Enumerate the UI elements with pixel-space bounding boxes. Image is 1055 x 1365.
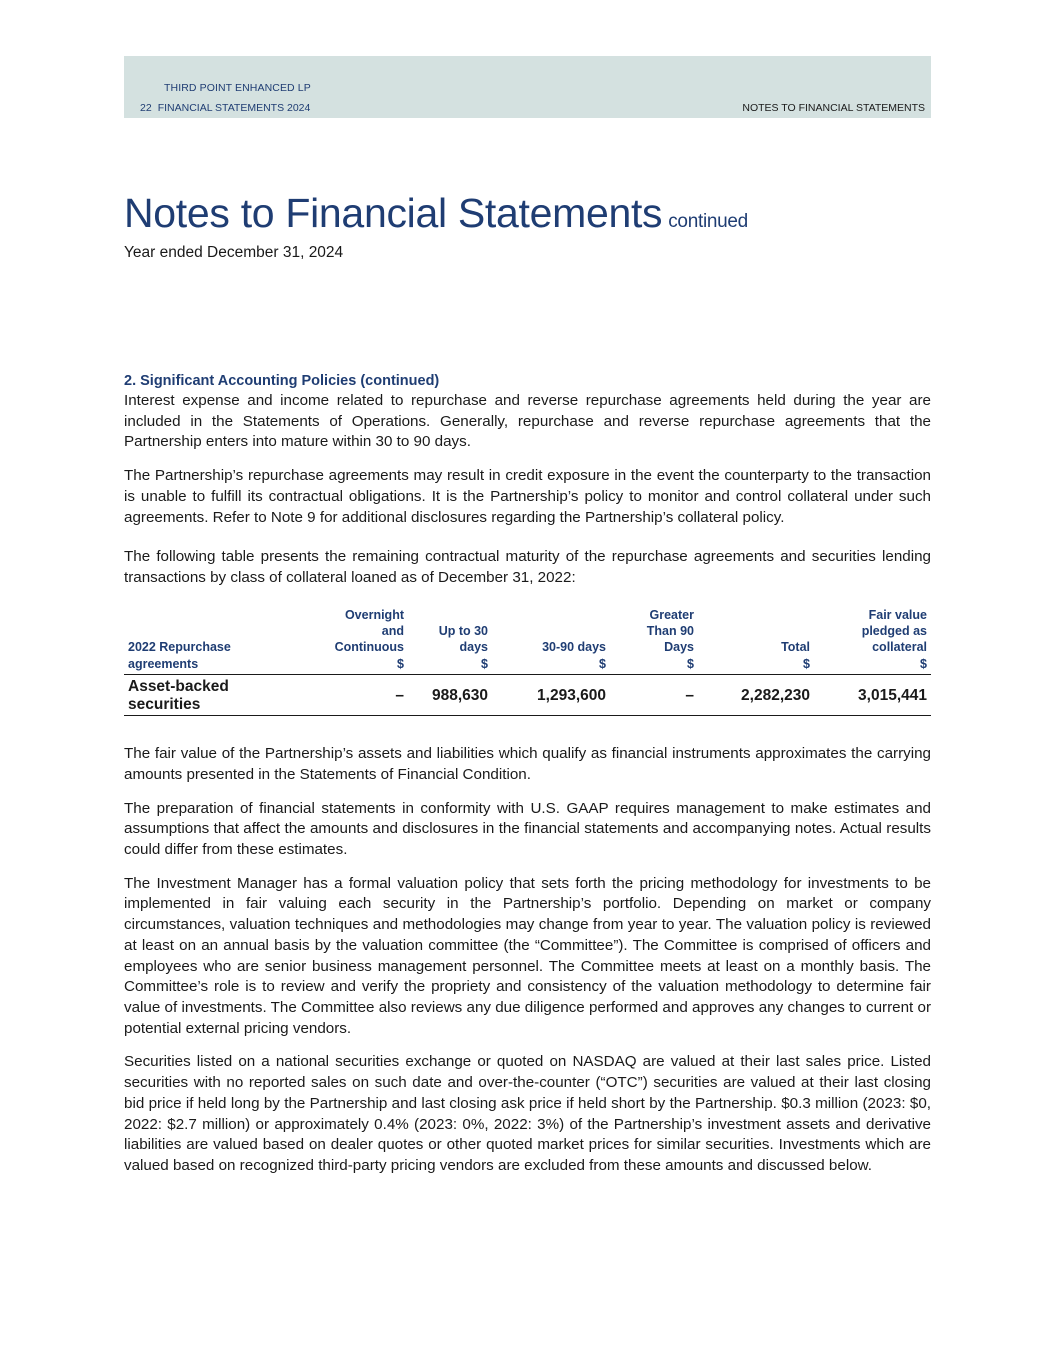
- paragraph: Interest expense and income related to repurchase and reverse repurchase agreements held during the year are included in the Statements of Operations. Generally, repurchase and reverse repurchase agreements that the Partnership enters into mature within 30 to 90 days.: [124, 392, 931, 451]
- paragraph: The Partnership’s repurchase agreements may result in credit exposure in the event the counterparty to the transaction is unable to fulfill its contractual obligations. It is the Partnership’s policy to monitor and control collateral under such agreements. Refer to Note 9 for additional disclosures regarding the Partnership’s collateral policy.: [124, 467, 931, 526]
- page-number: 22: [140, 102, 152, 114]
- column-header: 30-90 days $: [542, 640, 606, 671]
- cell-total: 2,282,230: [698, 675, 814, 716]
- page-header: [124, 56, 931, 118]
- table-row: [124, 675, 931, 716]
- column-header: Total $: [781, 640, 810, 671]
- header-section-name: NOTES TO FINANCIAL STATEMENTS: [742, 102, 925, 114]
- page-title: [124, 190, 748, 237]
- page-subtitle: Year ended December 31, 2024: [124, 244, 344, 261]
- section-heading: 2. Significant Accounting Policies (continued): [124, 373, 440, 389]
- repurchase-maturity-table: [124, 607, 931, 717]
- row-label: Asset-backed securities: [124, 675, 302, 716]
- page-title-main: Notes to Financial Statements: [124, 190, 663, 236]
- column-header: Fair value pledged as collateral $: [861, 607, 927, 671]
- header-entity-name: THIRD POINT ENHANCED LP: [164, 82, 311, 94]
- paragraph: Securities listed on a national securities exchange or quoted on NASDAQ are valued at their last sales price. Listed securities with no reported sales on such date and over-the-counter (“OTC”) securities are valued at their last closing bid price if held long by the Partnership and last closing ask price if held short by the Partnership. $0.3 million (2023: $0, 2022: $2.7 million) or approximately 0.4% (2023: 0%, 2022: 3%) of the Partnership’s investment assets and derivative liabilities are valued based on dealer quotes or other quoted market prices for similar securities. Investments which are valued based on recognized third-party pricing vendors are excluded from these amounts and discussed below.: [124, 1053, 931, 1174]
- column-header: 2022 Repurchase agreements: [128, 640, 231, 671]
- column-header: Greater Than 90 Days $: [646, 607, 694, 671]
- paragraph: The fair value of the Partnership’s assets and liabilities which qualify as financial instruments approximates the carrying amounts presented in the Statements of Financial Condition.: [124, 745, 931, 783]
- cell-overnight: –: [302, 675, 408, 716]
- main-content: [124, 371, 931, 1177]
- cell-greater-90: –: [610, 675, 698, 716]
- header-doc-title: FINANCIAL STATEMENTS 2024: [157, 102, 311, 114]
- table-header-row: [124, 607, 931, 675]
- cell-fair-value: 3,015,441: [814, 675, 931, 716]
- cell-up-to-30: 988,630: [408, 675, 492, 716]
- column-header: Up to 30 days $: [438, 624, 488, 671]
- column-header: Overnight and Continuous $: [334, 607, 404, 671]
- paragraph: The Investment Manager has a formal valuation policy that sets forth the pricing methodology for investments to be implemented in fair valuing each security in the Partnership’s portfolio. Depending on market or company circumstances, valuation techniques and methodologies may change from year to year. The valuation policy is reviewed at least on an annual basis by the valuation committee (the “Committee”). The Committee is comprised of officers and employees who are senior business management personnel. The Committee meets at least on a monthly basis. The Committee’s role is to review and verify the propriety and consistency of the valuation methodology to determine fair value of investments. The Committee also reviews any due diligence performed and approves any changes to current or potential external pricing vendors.: [124, 874, 931, 1037]
- paragraph: The preparation of financial statements in conformity with U.S. GAAP requires management to make estimates and assumptions that affect the amounts and disclosures in the financial statements and accompanying notes. Actual results could differ from these estimates.: [124, 799, 931, 859]
- header-doc-info: [140, 102, 310, 114]
- cell-30-90: 1,293,600: [492, 675, 610, 716]
- page-title-suffix: continued: [668, 211, 748, 232]
- paragraph: The following table presents the remaining contractual maturity of the repurchase agreements and securities lending transactions by class of collateral loaned as of December 31, 2022:: [124, 548, 931, 586]
